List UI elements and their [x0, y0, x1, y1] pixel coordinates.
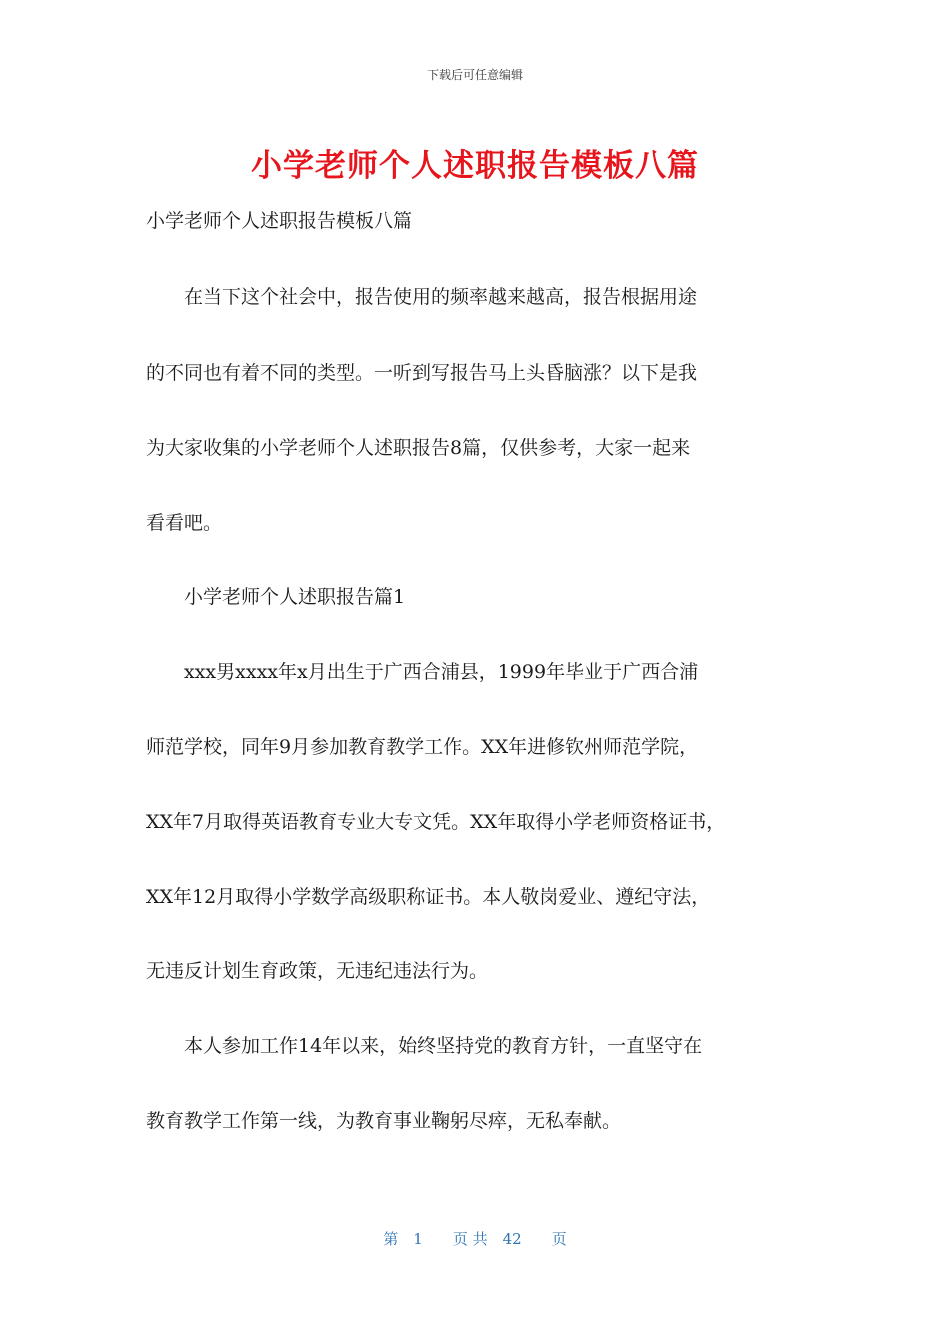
document-subtitle: 小学老师个人述职报告模板八篇	[146, 210, 413, 232]
body-line: 为大家收集的小学老师个人述职报告8篇，仅供参考，大家一起来	[146, 437, 691, 459]
body-line: 本人参加工作14年以来，始终坚持党的教育方针，一直坚守在	[146, 1035, 703, 1057]
document-title: 小学老师个人述职报告模板八篇	[251, 148, 699, 184]
body-line: 在当下这个社会中，报告使用的频率越来越高，报告根据用途	[146, 286, 698, 308]
section-heading: 小学老师个人述职报告篇1	[146, 586, 406, 608]
body-line: 师范学校，同年9月参加教育教学工作。XX年进修钦州师范学院，	[146, 736, 699, 758]
body-line: XX年7月取得英语教育专业大专文凭。XX年取得小学老师资格证书，	[146, 811, 726, 833]
page-header-note: 下载后可任意编辑	[426, 68, 523, 82]
body-line: 教育教学工作第一线，为教育事业鞠躬尽瘁，无私奉献。	[146, 1110, 622, 1132]
body-line: 无违反计划生育政策，无违纪违法行为。	[146, 960, 489, 982]
page-footer: 第 1 页 共 42 页	[383, 1230, 567, 1248]
body-line: 看看吧。	[146, 512, 223, 534]
body-line: XX年12月取得小学数学高级职称证书。本人敬岗爱业、遵纪守法，	[146, 886, 711, 908]
body-line: 的不同也有着不同的类型。一听到写报告马上头昏脑涨？以下是我	[146, 362, 698, 384]
body-line: xxx男xxxx年x月出生于广西合浦县，1999年毕业于广西合浦	[146, 661, 699, 683]
